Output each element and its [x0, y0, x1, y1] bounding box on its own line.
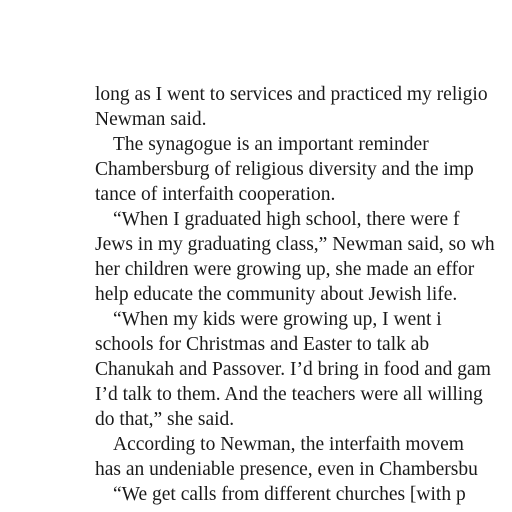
text-line: Chanukah and Passover. I’d bring in food and gam [95, 359, 491, 380]
text-line: help educate the community about Jewish life. [95, 284, 458, 305]
text-line: long as I went to services and practiced my religio [95, 84, 488, 105]
text-line: tance of interfaith cooperation. [95, 184, 336, 205]
text-line: schools for Christmas and Easter to talk ab [95, 334, 430, 355]
text-line: has an undeniable presence, even in Chambersbu [95, 459, 478, 480]
text-line: do that,” she said. [95, 409, 235, 430]
text-line: “When my kids were growing up, I went i [113, 309, 442, 330]
text-line: Newman said. [95, 109, 207, 130]
text-line: I’d talk to them. And the teachers were all willing [95, 384, 483, 405]
text-line: According to Newman, the interfaith movem [113, 434, 464, 455]
text-line: Chambersburg of religious diversity and the imp [95, 159, 474, 180]
text-line: “When I graduated high school, there were f [113, 209, 460, 230]
text-line: “We get calls from different churches [with p [113, 484, 466, 505]
text-line: The synagogue is an important reminder [113, 134, 429, 155]
text-line: Jews in my graduating class,” Newman said, so wh [95, 234, 495, 255]
text-line: her children were growing up, she made an effor [95, 259, 475, 280]
